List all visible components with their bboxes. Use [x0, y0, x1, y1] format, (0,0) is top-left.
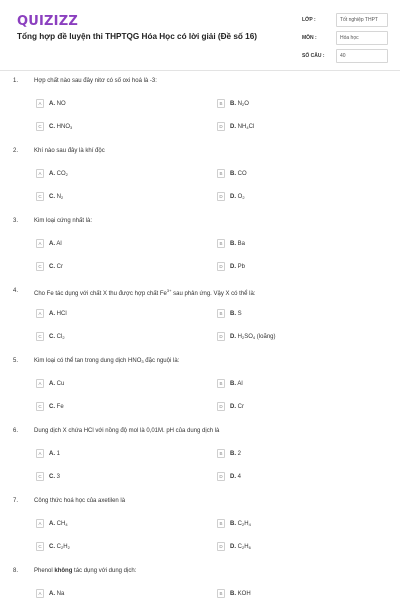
- answer-option-d[interactable]: [217, 261, 245, 272]
- option-letter-box[interactable]: C: [36, 472, 44, 481]
- option-text: A. Cu: [49, 380, 65, 387]
- meta-label: LỚP :: [302, 16, 316, 23]
- option-text: B. $C_2H_4$: [230, 520, 251, 527]
- option-letter-box[interactable]: C: [36, 542, 44, 551]
- option-text: B. S: [230, 310, 242, 317]
- option-text: A. 1: [49, 450, 61, 457]
- option-text: B. CO: [230, 170, 247, 177]
- option-letter-box[interactable]: D: [217, 542, 225, 551]
- answer-option-c[interactable]: [36, 191, 63, 202]
- question-text: Khí nào sau đây là khí độc: [34, 148, 105, 154]
- question-text: Hợp chất nào sau đây nitơ có số oxi hoá là -3:: [34, 78, 157, 84]
- option-text: C. $C_2H_2$: [49, 543, 70, 550]
- answer-option-b[interactable]: [217, 448, 241, 459]
- option-letter-box[interactable]: B: [217, 589, 225, 598]
- option-letter-box[interactable]: A: [36, 379, 44, 388]
- meta-label: SỐ CÂU :: [302, 52, 325, 59]
- answer-option-b[interactable]: [217, 378, 243, 389]
- option-letter-box[interactable]: B: [217, 309, 225, 318]
- option-letter-box[interactable]: A: [36, 589, 44, 598]
- option-text: A. HCl: [49, 310, 67, 317]
- option-text: C. $N_2$: [49, 193, 64, 200]
- meta-value: Tốt nghiệp THPT: [336, 13, 388, 27]
- answer-option-a[interactable]: [36, 168, 68, 179]
- option-text: A. $CO_2$: [49, 170, 68, 177]
- header-divider: [0, 70, 400, 71]
- option-text: D. Cr: [230, 403, 244, 410]
- answer-option-a[interactable]: [36, 378, 64, 389]
- option-letter-box[interactable]: C: [36, 192, 44, 201]
- meta-label: MÔN :: [302, 34, 317, 41]
- answer-option-b[interactable]: [217, 168, 247, 179]
- option-text: B. KOH: [230, 590, 251, 597]
- option-text: A. Na: [49, 590, 65, 597]
- question-number: 3.: [13, 218, 19, 224]
- option-text: A. Al: [49, 240, 62, 247]
- answer-option-a[interactable]: [36, 518, 68, 529]
- option-text: B. 2: [230, 450, 242, 457]
- answer-option-c[interactable]: [36, 121, 72, 132]
- option-letter-box[interactable]: C: [36, 262, 44, 271]
- question-number: 4.: [13, 288, 19, 294]
- option-letter-box[interactable]: B: [217, 169, 225, 178]
- option-text: B. Ba: [230, 240, 246, 247]
- option-letter-box[interactable]: D: [217, 262, 225, 271]
- answer-option-a[interactable]: [36, 448, 60, 459]
- option-letter-box[interactable]: A: [36, 449, 44, 458]
- question-number: 6.: [13, 428, 19, 434]
- document-title: Tổng hợp đề luyện thi THPTQG Hóa Học có lời giải (Đề số 16): [17, 32, 258, 41]
- answer-option-d[interactable]: [217, 331, 275, 342]
- option-letter-box[interactable]: C: [36, 122, 44, 131]
- answer-option-a[interactable]: [36, 98, 66, 109]
- question-number: 7.: [13, 498, 19, 504]
- option-text: D. $O_2$: [230, 193, 245, 200]
- question-text: Kim loại có thể tan trong dung dịch $HNO_3$ đặc nguội là:: [34, 358, 180, 364]
- answer-option-b[interactable]: [217, 238, 245, 249]
- meta-row-class: [302, 12, 388, 27]
- answer-option-d[interactable]: [217, 191, 245, 202]
- option-text: B. $N_2O$: [230, 100, 249, 107]
- option-letter-box[interactable]: B: [217, 449, 225, 458]
- question-text: Phenol không tác dụng với dung dịch:: [34, 568, 137, 574]
- meta-row-subject: [302, 30, 388, 45]
- option-letter-box[interactable]: D: [217, 122, 225, 131]
- option-text: D. $NH_4Cl$: [230, 123, 255, 130]
- option-letter-box[interactable]: D: [217, 402, 225, 411]
- option-letter-box[interactable]: D: [217, 192, 225, 201]
- meta-row-count: [302, 48, 388, 63]
- option-letter-box[interactable]: B: [217, 239, 225, 248]
- answer-option-d[interactable]: [217, 471, 241, 482]
- option-letter-box[interactable]: C: [36, 402, 44, 411]
- option-text: C. $Cl_2$: [49, 333, 65, 340]
- answer-option-b[interactable]: [217, 518, 251, 529]
- answer-option-d[interactable]: [217, 401, 244, 412]
- answer-option-c[interactable]: [36, 401, 64, 412]
- option-text: C. 3: [49, 473, 61, 480]
- quizizz-logo: QUIZIZZ: [17, 14, 78, 29]
- answer-option-b[interactable]: [217, 308, 242, 319]
- option-text: C. $HNO_3$: [49, 123, 73, 130]
- question-text: Dung dịch X chứa HCl với nồng độ mol là 0,01M. pH của dung dịch là: [34, 428, 220, 434]
- option-letter-box[interactable]: D: [217, 332, 225, 341]
- option-letter-box[interactable]: A: [36, 309, 44, 318]
- answer-option-c[interactable]: [36, 261, 63, 272]
- answer-option-a[interactable]: [36, 238, 62, 249]
- question-number: 2.: [13, 148, 19, 154]
- option-letter-box[interactable]: A: [36, 99, 44, 108]
- option-text: D. 4: [230, 473, 242, 480]
- option-letter-box[interactable]: A: [36, 519, 44, 528]
- option-text: D. $H_2SO_4$ (loãng): [230, 333, 276, 340]
- answer-option-a[interactable]: [36, 308, 67, 319]
- answer-option-b[interactable]: [217, 588, 251, 599]
- option-text: C. Fe: [49, 403, 64, 410]
- answer-option-c[interactable]: [36, 541, 70, 552]
- option-letter-box[interactable]: B: [217, 99, 225, 108]
- answer-option-d[interactable]: [217, 541, 251, 552]
- option-letter-box[interactable]: A: [36, 169, 44, 178]
- question-text: Cho Fe tác dụng với chất X thu được hợp chất $Fe^{3+}$ sau phản ứng. Vậy X có thể là:: [34, 288, 256, 297]
- option-text: A. $CH_4$: [49, 520, 68, 527]
- option-text: D. $C_2H_6$: [230, 543, 251, 550]
- question-number: 1.: [13, 78, 19, 84]
- option-letter-box[interactable]: C: [36, 332, 44, 341]
- question-text: Công thức hoá học của axetilen là: [34, 498, 126, 504]
- option-letter-box[interactable]: D: [217, 472, 225, 481]
- option-letter-box[interactable]: B: [217, 379, 225, 388]
- answer-option-c[interactable]: [36, 471, 60, 482]
- question-number: 5.: [13, 358, 19, 364]
- meta-value: 40: [336, 49, 388, 63]
- question-number: 8.: [13, 568, 19, 574]
- answer-option-a[interactable]: [36, 588, 64, 599]
- option-text: A. NO: [49, 100, 66, 107]
- answer-option-d[interactable]: [217, 121, 254, 132]
- answer-option-c[interactable]: [36, 331, 65, 342]
- option-text: B. Al: [230, 380, 243, 387]
- meta-panel: [302, 12, 388, 66]
- option-letter-box[interactable]: A: [36, 239, 44, 248]
- answer-option-b[interactable]: [217, 98, 249, 109]
- option-text: C. Cr: [49, 263, 63, 270]
- question-text: Kim loại cứng nhất là:: [34, 218, 93, 224]
- option-letter-box[interactable]: B: [217, 519, 225, 528]
- option-text: D. Pb: [230, 263, 246, 270]
- meta-value: Hóa học: [336, 31, 388, 45]
